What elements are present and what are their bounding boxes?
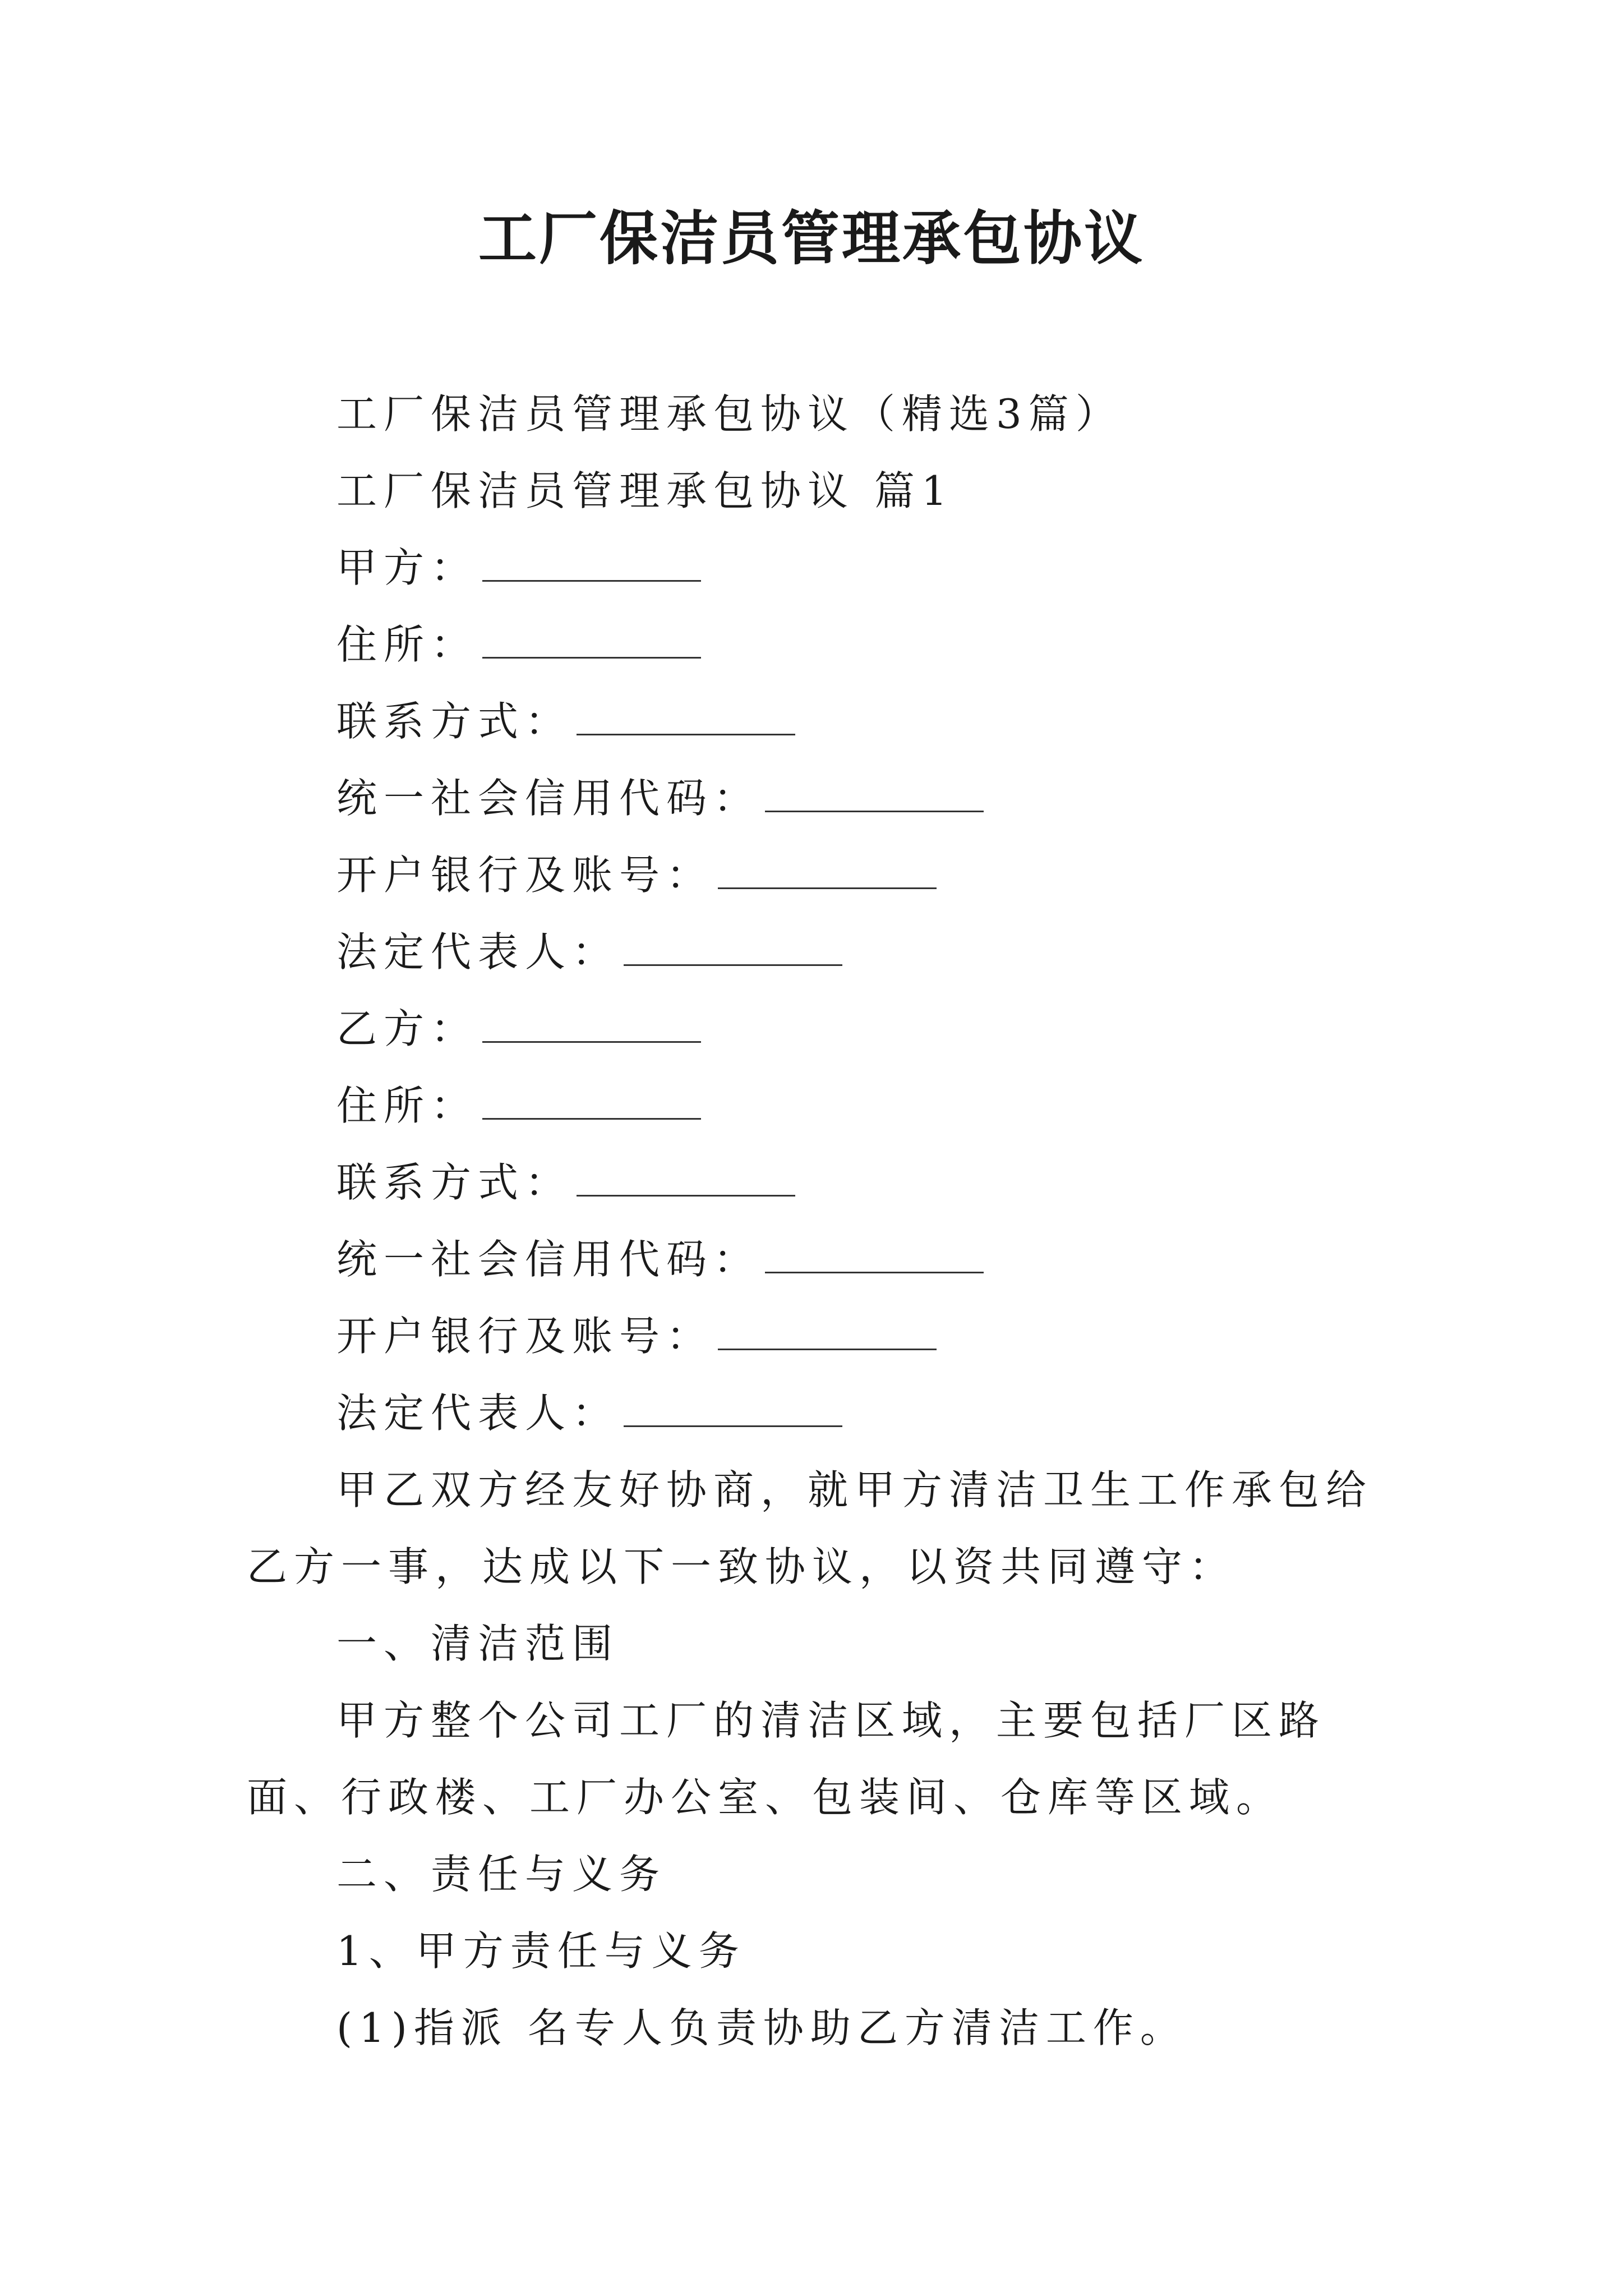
party-b-blank [482, 1009, 701, 1043]
subtitle: 工厂保洁员管理承包协议（精选3篇） [336, 390, 1123, 438]
party-a-label: 甲方： [336, 544, 478, 591]
party-a-legal-rep-line [247, 914, 1385, 991]
party-a-legal-rep-blank [624, 932, 842, 966]
party-b-bank-line [247, 1298, 1385, 1375]
article-heading: 工厂保洁员管理承包协议 篇1 [336, 467, 954, 514]
document-body [247, 376, 1385, 2067]
party-b-legal-rep-label: 法定代表人： [336, 1389, 620, 1437]
intro-paragraph: 甲乙双方经友好协商，就甲方清洁卫生工作承包给乙方一事，达成以下一致协议，以资共同遵守： [247, 1466, 1373, 1590]
party-b-legal-rep-line [247, 1375, 1385, 1452]
party-b-address-line [247, 1068, 1385, 1144]
party-b-label: 乙方： [336, 1005, 478, 1052]
party-a-line [247, 530, 1385, 606]
party-b-contact-label: 联系方式： [336, 1159, 573, 1206]
party-b-credit-code-line [247, 1221, 1385, 1298]
party-a-legal-rep-label: 法定代表人： [336, 928, 620, 976]
party-b-address-blank [482, 1085, 701, 1120]
party-b-legal-rep-blank [624, 1393, 842, 1427]
party-b-bank-label: 开户银行及账号： [336, 1313, 714, 1360]
party-a-credit-code-blank [765, 778, 984, 812]
party-a-bank-line [247, 837, 1385, 914]
party-a-address-blank [482, 624, 701, 659]
party-a-contact-label: 联系方式： [336, 698, 573, 745]
section-1-heading: 一、清洁范围 [336, 1620, 620, 1667]
party-a-credit-code-line [247, 760, 1385, 837]
party-b-address-label: 住所： [336, 1082, 478, 1129]
party-b-contact-blank [577, 1162, 795, 1197]
section-2-sub-1: 1、甲方责任与义务 [336, 1927, 746, 1975]
section-1-text: 甲方整个公司工厂的清洁区域，主要包括厂区路面、行政楼、工厂办公室、包装间、仓库等区域。 [247, 1697, 1326, 1821]
party-b-line [247, 991, 1385, 1068]
party-a-contact-line [247, 683, 1385, 760]
party-b-contact-line [247, 1144, 1385, 1221]
party-a-contact-blank [577, 701, 795, 735]
party-b-bank-blank [718, 1316, 937, 1350]
party-b-credit-code-blank [765, 1239, 984, 1273]
section-2-heading: 二、责任与义务 [336, 1851, 667, 1898]
party-b-credit-code-label: 统一社会信用代码： [336, 1236, 761, 1283]
party-a-credit-code-label: 统一社会信用代码： [336, 775, 761, 822]
party-a-blank [482, 547, 701, 582]
party-a-address-label: 住所： [336, 621, 478, 668]
section-2-item-1: (1)指派 名专人负责协助乙方清洁工作。 [336, 2004, 1187, 2051]
party-a-bank-label: 开户银行及账号： [336, 852, 714, 899]
party-a-address-line [247, 606, 1385, 683]
document-title: 工厂保洁员管理承包协议 [478, 204, 1145, 273]
party-a-bank-blank [718, 855, 937, 889]
